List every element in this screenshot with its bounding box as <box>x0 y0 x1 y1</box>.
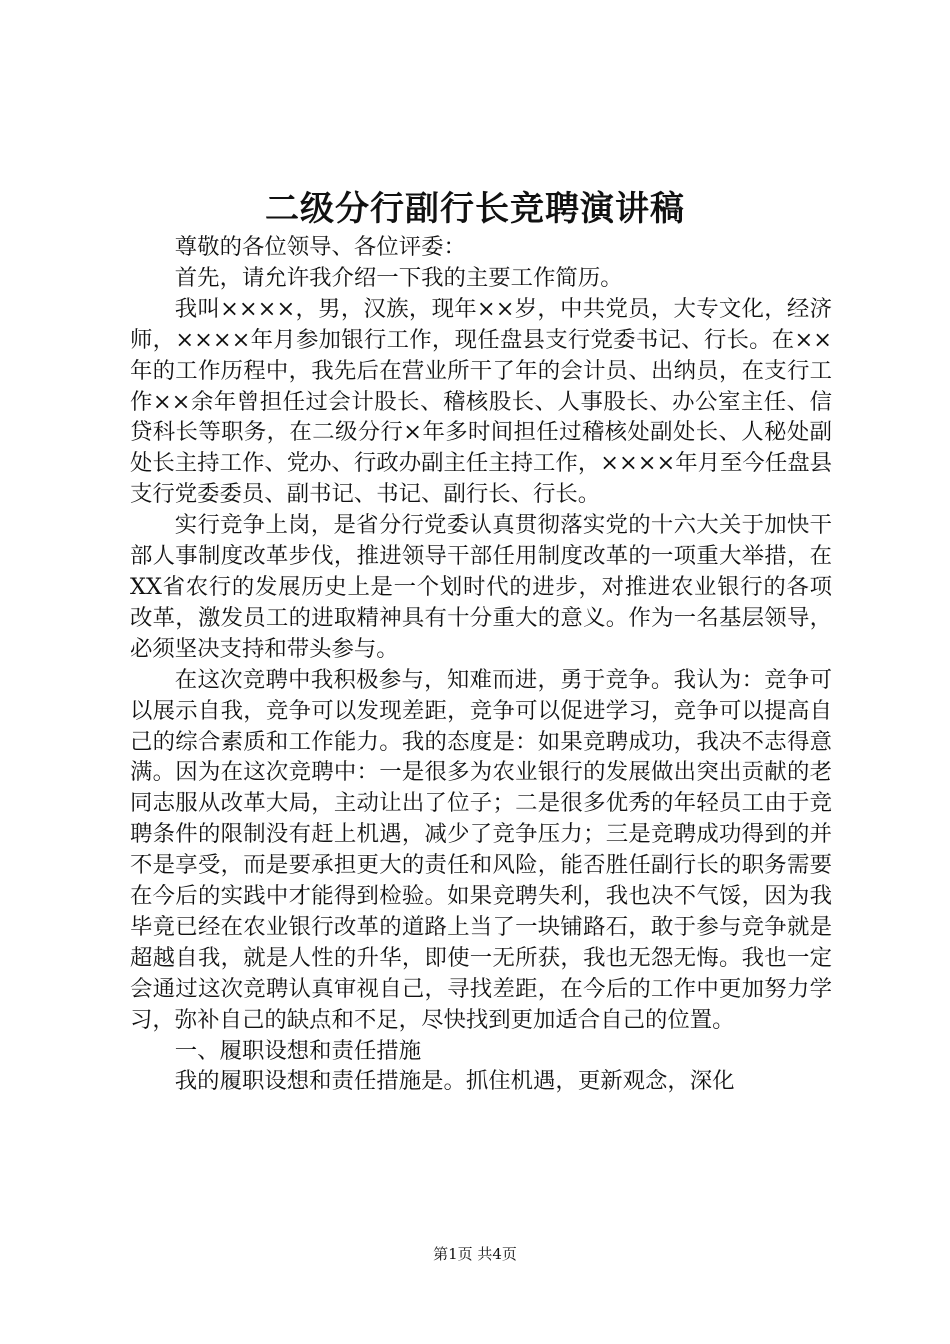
page-footer: 第1页 共4页 <box>433 1245 517 1263</box>
measures-paragraph: 我的履职设想和责任措施是。抓住机遇，更新观念，深化 <box>174 1068 735 1095</box>
document-body <box>130 232 832 1097</box>
intro-paragraph: 首先，请允许我介绍一下我的主要工作简历。 <box>174 264 623 291</box>
attitude-paragraph: 在这次竞聘中我积极参与，知难而进，勇于竞争。我认为：竞争可以展示自我，竞争可以发现差距，竞争可以促进学习，竞争可以提高自己的综合素质和工作能力。我的态度是：如果竞聘成功，我决不志得意满。因为在这次竞聘中：一是很多为农业银行的发展做出突出贡献的老同志服从改革大局，主动让出了位子；二是很多优秀的年轻员工由于竞聘条件的限制没有赶上机遇，减少了竞争压力；三是竞聘成功得到的并不是享受，而是要承担更大的责任和风险，能否胜任副行长的职务需要在今后的实践中才能得到检验。如果竞聘失利，我也决不气馁，因为我毕竟已经在农业银行改革的道路上当了一块铺路石，敢于参与竞争就是超越自我，就是人性的升华，即使一无所获，我也无怨无悔。我也一定会通过这次竞聘认真审视自己，寻找差距，在今后的工作中更加努力学习，弥补自己的缺点和不足，尽快找到更加适合自己的位置。 <box>130 666 832 1033</box>
document-title: 二级分行副行长竞聘演讲稿 <box>265 189 685 229</box>
resume-paragraph: 我叫××××，男，汉族，现年××岁，中共党员，大专文化，经济师，××××年月参加银行工作，现任盘县支行党委书记、行长。在××年的工作历程中，我先后在营业所干了年的会计员、出纳员，在支行工作××余年曾担任过会计股长、稽核股长、人事股长、办公室主任、信贷科长等职务，在二级分行×年多时间担任过稽核处副处长、人秘处副处长主持工作、党办、行政办副主任主持工作，××××年月至今任盘县支行党委委员、副书记、书记、副行长、行长。 <box>130 295 832 508</box>
section-heading: 一、履职设想和责任措施 <box>174 1037 422 1064</box>
reform-paragraph: 实行竞争上岗，是省分行党委认真贯彻落实党的十六大关于加快干部人事制度改革步伐，推进领导干部任用制度改革的一项重大举措，在XX省农行的发展历史上是一个划时代的进步，对推进农业银行的各项改革，激发员工的进取精神具有十分重大的意义。作为一名基层领导，必须坚决支持和带头参与。 <box>130 512 832 662</box>
salutation-paragraph: 尊敬的各位领导、各位评委： <box>174 234 466 260</box>
